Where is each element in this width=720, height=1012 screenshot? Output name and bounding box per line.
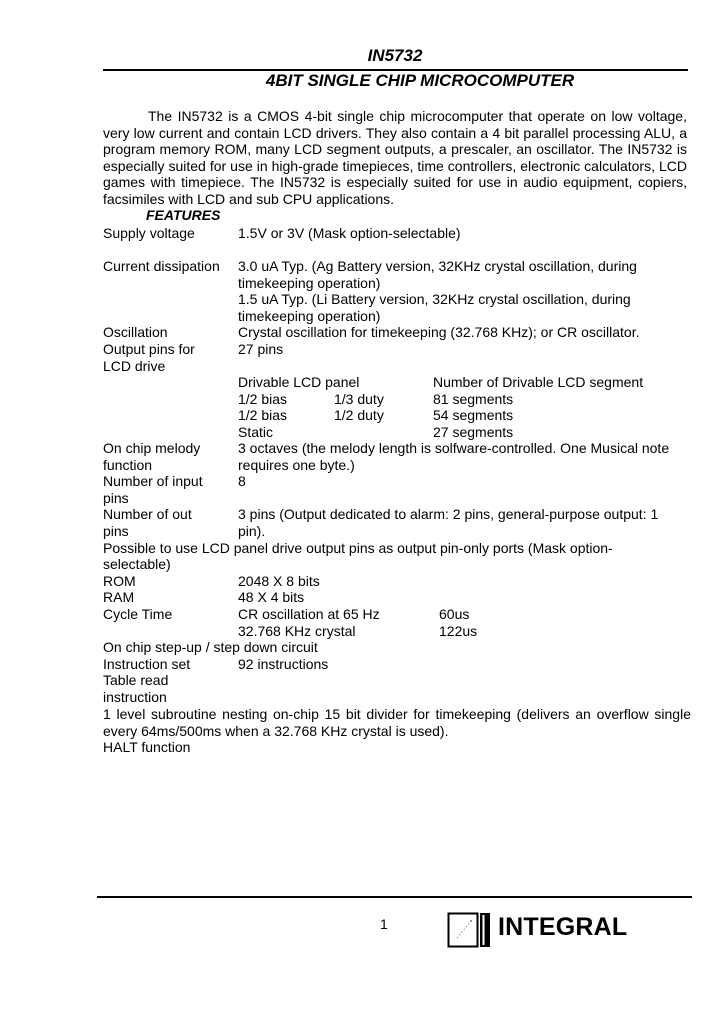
part-number: IN5732	[367, 46, 423, 65]
melody-value-1: 3 octaves (the melody length is solfware-controlled. One Musical note	[238, 440, 670, 456]
rom-label: ROM	[103, 573, 136, 589]
features-heading: FEATURES	[146, 207, 221, 223]
out-pins-label-1: Number of out	[103, 506, 192, 522]
stepup-circuit: On chip step-up / step down circuit	[103, 639, 318, 655]
input-pins-label-2: pins	[103, 490, 129, 506]
current-dissipation-label: Current dissipation	[103, 258, 220, 274]
cycle-row-1-time: 60us	[439, 606, 470, 622]
company-name: INTEGRAL	[498, 913, 628, 941]
current-value-1a: 3.0 uA Typ. (Ag Battery version, 32KHz crystal oscillation, during	[238, 258, 637, 274]
lcd-table-header-segments: Number of Drivable LCD segment	[433, 374, 644, 390]
oscillation-label: Oscillation	[103, 324, 168, 340]
table-read-line-2: instruction	[103, 689, 167, 705]
lcd-row-2-duty: 1/2 duty	[334, 407, 384, 423]
ram-label: RAM	[103, 589, 135, 605]
integral-logo-icon	[447, 912, 491, 948]
out-pins-label-2: pins	[103, 523, 129, 539]
out-pins-value-1: 3 pins (Output dedicated to alarm: 2 pins, general-purpose output: 1	[238, 506, 659, 522]
intro-paragraph: The IN5732 is a CMOS 4-bit single chip microcomputer that operate on low voltage, very low current and contain LCD drivers. They also contain a 4 bit parallel processing ALU, a program memory ROM, many LCD segment outputs, a prescaler, an oscillator. The IN5732 is especially suited for use in high-grade timepieces, time controllers, electronic calculators, LCD games with timepiece. The IN5732 is especially suited for use in audio equipment, copiers, facsimiles with LCD and sub CPU applications.	[103, 108, 687, 207]
output-pins-label-1: Output pins for	[103, 341, 195, 357]
lcd-row-3-bias: Static	[238, 424, 274, 440]
out-pins-value-2: pin).	[238, 523, 266, 539]
footer-rule	[97, 896, 692, 898]
input-pins-value: 8	[238, 473, 246, 489]
current-value-1b: timekeeping operation)	[238, 275, 381, 291]
instruction-set-label: Instruction set	[103, 656, 191, 672]
output-pins-label-2: LCD drive	[103, 358, 166, 374]
lcd-ports-line-1: Possible to use LCD panel drive output pins as output pin-only ports (Mask option-	[103, 540, 613, 556]
lcd-row-1-bias: 1/2 bias	[238, 391, 288, 407]
melody-label-2: function	[103, 457, 153, 473]
supply-voltage-label: Supply voltage	[103, 225, 195, 241]
instruction-set-value: 92 instructions	[238, 656, 329, 672]
lcd-row-1-duty: 1/3 duty	[334, 391, 384, 407]
lcd-row-2-bias: 1/2 bias	[238, 407, 288, 423]
input-pins-label-1: Number of input	[103, 473, 203, 489]
oscillation-value: Crystal oscillation for timekeeping (32.768 KHz); or CR oscillator.	[238, 324, 640, 340]
current-value-2a: 1.5 uA Typ. (Li Battery version, 32KHz crystal oscillation, during	[238, 291, 631, 307]
lcd-row-1-segments: 81 segments	[433, 391, 514, 407]
melody-label-1: On chip melody	[103, 440, 201, 456]
cycle-row-2-mode: 32.768 KHz crystal	[238, 623, 356, 639]
lcd-row-3-segments: 27 segments	[433, 424, 514, 440]
lcd-row-2-segments: 54 segments	[433, 407, 514, 423]
cycle-row-2-time: 122us	[439, 623, 478, 639]
supply-voltage-value: 1.5V or 3V (Mask option-selectable)	[238, 225, 461, 241]
cycle-row-1-mode: CR oscillation at 65 Hz	[238, 606, 380, 622]
subroutine-text: 1 level subroutine nesting on-chip 15 bit divider for timekeeping (delivers an overflow single every 64ms/500ms when a 32.768 KHz crystal is used).	[103, 706, 691, 739]
melody-value-2: requires one byte.)	[238, 457, 355, 473]
lcd-table-header-panel: Drivable LCD panel	[238, 374, 360, 390]
rom-value: 2048 X 8 bits	[238, 573, 320, 589]
cycle-time-label: Cycle Time	[103, 606, 173, 622]
lcd-ports-line-2: selectable)	[103, 556, 171, 572]
ram-value: 48 X 4 bits	[238, 589, 305, 605]
output-pins-value: 27 pins	[238, 341, 284, 357]
current-value-2b: timekeeping operation)	[238, 308, 381, 324]
table-read-line-1: Table read	[103, 672, 169, 688]
page-number: 1	[380, 916, 388, 932]
halt-function: HALT function	[103, 739, 191, 755]
document-title: 4BIT SINGLE CHIP MICROCOMPUTER	[265, 71, 575, 90]
